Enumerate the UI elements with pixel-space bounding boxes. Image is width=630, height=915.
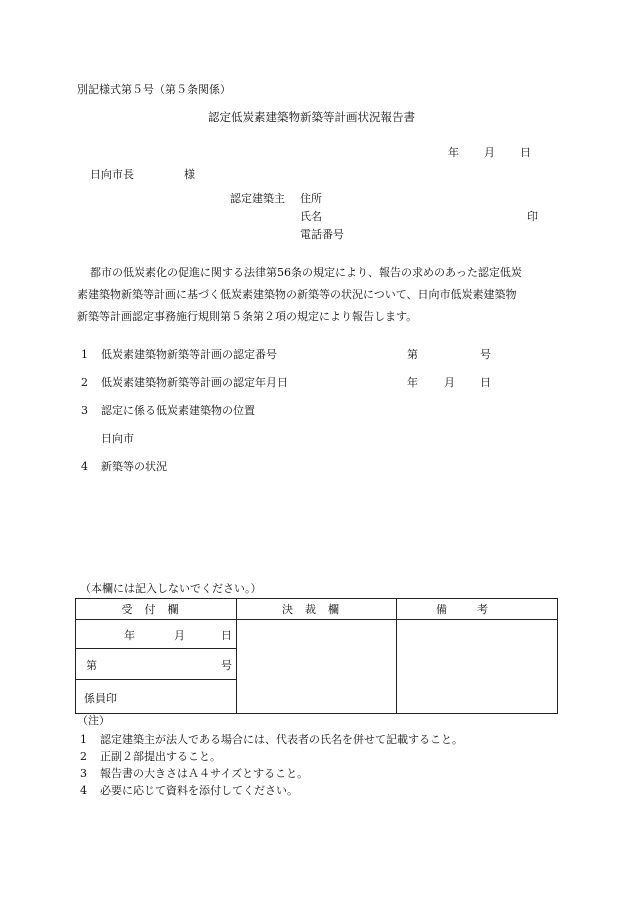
- reception-date-cell: [76, 620, 237, 649]
- item-2-year: 年: [407, 376, 418, 389]
- office-use-note: （本欄には記入しないでください。）: [80, 582, 262, 595]
- item-2-month: 月: [444, 376, 455, 389]
- body-line-2: 素建築物新築等計画に基づく低炭素建築物の新築等の状況について、日向市低炭素建築物: [77, 288, 517, 301]
- body-line-1: 都市の低炭素化の促進に関する法律第56条の規定により、報告の求めのあった認定低炭: [90, 266, 522, 279]
- applicant-phone-label: 電話番号: [300, 228, 344, 241]
- item-1-num: 1: [81, 348, 88, 361]
- note-3-text: 報告書の大きさはＡ４サイズとすること。: [100, 767, 309, 780]
- note-3-num: 3: [80, 767, 87, 780]
- form-label: 別記様式第５号（第５条関係）: [77, 83, 231, 96]
- date-day: 日: [520, 146, 531, 159]
- note-4-num: 4: [80, 784, 87, 797]
- staff-seal-label: 係員印: [84, 692, 117, 705]
- date-month: 月: [484, 146, 495, 159]
- body-line-3: 新築等計画認定事務施行規則第５条第２項の規定により報告します。: [77, 310, 418, 323]
- reception-day: 日: [221, 629, 232, 642]
- addressee-name: 日向市長: [90, 168, 134, 181]
- staff-seal-cell: [76, 680, 237, 714]
- item-2-num: 2: [81, 376, 88, 389]
- note-4-text: 必要に応じて資料を添付してください。: [100, 784, 298, 797]
- addressee-honorific: 様: [184, 168, 195, 181]
- office-use-table: [75, 598, 558, 714]
- reception-number-cell: [76, 649, 237, 680]
- reception-year: 年: [124, 629, 135, 642]
- note-1-num: 1: [80, 733, 87, 746]
- note-2-text: 正副２部提出すること。: [100, 750, 221, 763]
- item-4-label: 新築等の状況: [101, 460, 167, 473]
- note-2-num: 2: [80, 750, 87, 763]
- remarks-cell: [397, 620, 558, 714]
- applicant-seal: 印: [527, 210, 538, 223]
- item-1-suffix: 号: [480, 348, 491, 361]
- reception-number-suffix: 号: [221, 659, 232, 672]
- note-1-text: 認定建築主が法人である場合には、代表者の氏名を併せて記載すること。: [100, 733, 463, 746]
- page-title: 認定低炭素建築物新築等計画状況報告書: [208, 110, 415, 124]
- item-3-location: 日向市: [101, 432, 134, 445]
- item-3-label: 認定に係る低炭素建築物の位置: [101, 404, 255, 417]
- item-2-label: 低炭素建築物新築等計画の認定年月日: [101, 376, 288, 389]
- applicant-role: 認定建築主: [230, 192, 285, 205]
- date-year: 年: [448, 146, 459, 159]
- applicant-address-label: 住所: [300, 192, 322, 205]
- approval-header: 決裁欄: [237, 599, 397, 620]
- item-2-day: 日: [480, 376, 491, 389]
- reception-header: 受付欄: [76, 599, 237, 620]
- item-1-label: 低炭素建築物新築等計画の認定番号: [101, 348, 277, 361]
- reception-month: 月: [174, 629, 185, 642]
- item-1-prefix: 第: [407, 348, 418, 361]
- remarks-header: 備考: [397, 599, 558, 620]
- notes-heading: （注）: [77, 714, 110, 727]
- reception-number-prefix: 第: [86, 659, 97, 672]
- item-4-num: 4: [81, 460, 88, 473]
- item-3-num: 3: [81, 404, 88, 417]
- approval-cell: [237, 620, 397, 714]
- applicant-name-label: 氏名: [300, 210, 322, 223]
